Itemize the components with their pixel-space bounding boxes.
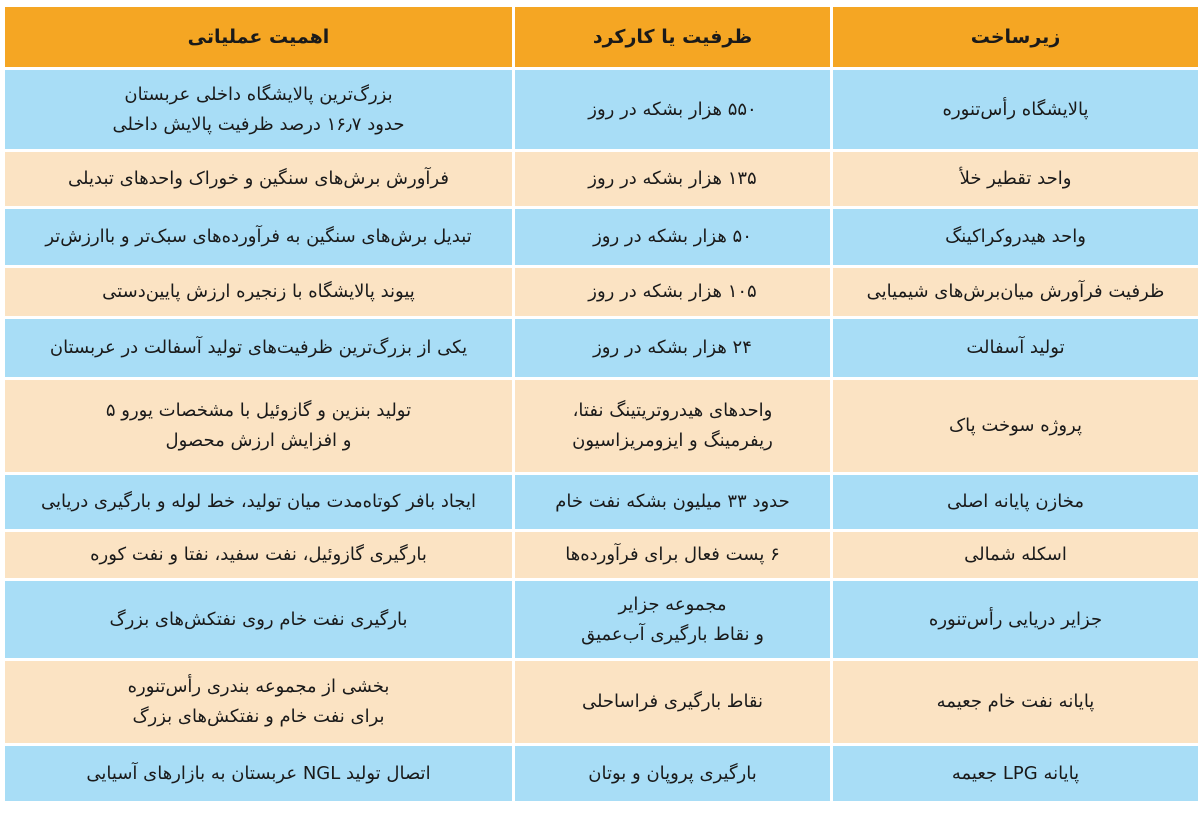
header-infrastructure: زیرساخت bbox=[832, 6, 1200, 69]
cell-line: اتصال تولید NGL عربستان به بازارهای آسیایی bbox=[86, 762, 431, 784]
table-row bbox=[4, 208, 1200, 267]
cell-line: ۱۰۵ هزار بشکه در روز bbox=[588, 281, 757, 302]
importance-cell bbox=[4, 531, 514, 580]
cell-line: پالایشگاه رأس‌تنوره bbox=[942, 98, 1089, 120]
infrastructure-cell bbox=[832, 267, 1200, 318]
cell-line: مجموعه جزایر bbox=[618, 593, 727, 615]
cell-line: ۲۴ هزار بشکه در روز bbox=[593, 337, 752, 358]
cell-line: و نقاط بارگیری آب‌عمیق bbox=[581, 623, 764, 645]
cell-line: بارگیری نفت خام روی نفتکش‌های بزرگ bbox=[109, 608, 408, 630]
cell-line: حدود ۳۳ میلیون بشکه نفت خام bbox=[555, 491, 790, 512]
cell-line: فرآورش برش‌های سنگین و خوراک واحدهای تبدیلی bbox=[68, 168, 449, 189]
infrastructure-cell bbox=[832, 580, 1200, 660]
cell-line: ۶ پست فعال برای فرآورده‌ها bbox=[565, 544, 780, 565]
table-row bbox=[4, 580, 1200, 660]
cell-line: پیوند پالایشگاه با زنجیره ارزش پایین‌دستی bbox=[102, 281, 415, 302]
cell-line: واحد تقطیر خلأ bbox=[959, 168, 1072, 189]
capacity-cell bbox=[514, 208, 832, 267]
infrastructure-table-container bbox=[2, 4, 1198, 804]
cell-line: بارگیری گازوئیل، نفت سفید، نفتا و نفت کوره bbox=[90, 544, 427, 565]
infrastructure-cell bbox=[832, 531, 1200, 580]
table-row bbox=[4, 745, 1200, 803]
cell-line: پروژه سوخت پاک bbox=[949, 415, 1082, 436]
infrastructure-cell bbox=[832, 318, 1200, 379]
importance-cell bbox=[4, 318, 514, 379]
header-row bbox=[4, 6, 1200, 69]
capacity-cell bbox=[514, 474, 832, 531]
infrastructure-cell bbox=[832, 660, 1200, 745]
infrastructure-cell bbox=[832, 745, 1200, 803]
cell-line: مخازن پایانه اصلی bbox=[947, 491, 1084, 512]
infrastructure-cell bbox=[832, 151, 1200, 208]
cell-line: پایانه LPG جعیمه bbox=[951, 762, 1080, 784]
importance-cell bbox=[4, 660, 514, 745]
infrastructure-table bbox=[2, 4, 1200, 804]
cell-line: اسکله شمالی bbox=[964, 544, 1067, 565]
table-row bbox=[4, 267, 1200, 318]
table-row bbox=[4, 151, 1200, 208]
cell-line: تبدیل برش‌های سنگین به فرآورده‌های سبک‌تر و باارزش‌تر bbox=[45, 226, 472, 247]
table-row bbox=[4, 379, 1200, 474]
importance-cell bbox=[4, 379, 514, 474]
cell-line: یکی از بزرگ‌ترین ظرفیت‌های تولید آسفالت در عربستان bbox=[49, 337, 468, 358]
capacity-cell bbox=[514, 151, 832, 208]
cell-line: واحدهای هیدروتریتینگ نفتا، bbox=[572, 400, 773, 421]
table-row bbox=[4, 660, 1200, 745]
cell-line: ۱۳۵ هزار بشکه در روز bbox=[588, 168, 757, 189]
capacity-cell bbox=[514, 318, 832, 379]
importance-cell bbox=[4, 69, 514, 151]
importance-cell bbox=[4, 580, 514, 660]
importance-cell bbox=[4, 745, 514, 803]
capacity-cell bbox=[514, 745, 832, 803]
table-row bbox=[4, 474, 1200, 531]
table-row bbox=[4, 69, 1200, 151]
cell-line: تولید آسفالت bbox=[966, 337, 1065, 358]
cell-line: ایجاد بافر کوتاه‌مدت میان تولید، خط لوله و بارگیری دریایی bbox=[41, 491, 476, 512]
importance-cell bbox=[4, 151, 514, 208]
infrastructure-cell bbox=[832, 208, 1200, 267]
importance-cell bbox=[4, 208, 514, 267]
cell-line: پایانه نفت خام جعیمه bbox=[936, 691, 1095, 712]
cell-line: حدود ۱۶٫۷ درصد ظرفیت پالایش داخلی bbox=[112, 113, 405, 135]
cell-line: و افزایش ارزش محصول bbox=[165, 430, 352, 451]
capacity-cell bbox=[514, 69, 832, 151]
header-importance: اهمیت عملیاتی bbox=[4, 6, 514, 69]
importance-cell bbox=[4, 267, 514, 318]
cell-line: بخشی از مجموعه بندری رأس‌تنوره bbox=[127, 676, 390, 697]
cell-line: ۵۰ هزار بشکه در روز bbox=[593, 226, 752, 247]
cell-line: بارگیری پروپان و بوتان bbox=[588, 762, 757, 784]
capacity-cell bbox=[514, 267, 832, 318]
capacity-cell bbox=[514, 580, 832, 660]
infrastructure-cell bbox=[832, 379, 1200, 474]
cell-line: جزایر دریایی رأس‌تنوره bbox=[928, 608, 1103, 630]
infrastructure-cell bbox=[832, 474, 1200, 531]
capacity-cell bbox=[514, 531, 832, 580]
cell-line: بزرگ‌ترین پالایشگاه داخلی عربستان bbox=[124, 83, 393, 105]
capacity-cell bbox=[514, 660, 832, 745]
importance-cell bbox=[4, 474, 514, 531]
capacity-cell bbox=[514, 379, 832, 474]
cell-line: واحد هیدروکراکینگ bbox=[945, 226, 1086, 247]
cell-line: نقاط بارگیری فراساحلی bbox=[581, 691, 764, 712]
cell-line: تولید بنزین و گازوئیل با مشخصات یورو ۵ bbox=[105, 400, 412, 421]
header-capacity: ظرفیت یا کارکرد bbox=[514, 6, 832, 69]
infrastructure-cell bbox=[832, 69, 1200, 151]
cell-line: ریفرمینگ و ایزومریزاسیون bbox=[572, 430, 773, 451]
cell-line: ظرفیت فرآورش میان‌برش‌های شیمیایی bbox=[866, 281, 1165, 302]
cell-line: ۵۵۰ هزار بشکه در روز bbox=[588, 98, 757, 120]
table-row bbox=[4, 318, 1200, 379]
table-row bbox=[4, 531, 1200, 580]
cell-line: برای نفت خام و نفتکش‌های بزرگ bbox=[132, 706, 385, 727]
